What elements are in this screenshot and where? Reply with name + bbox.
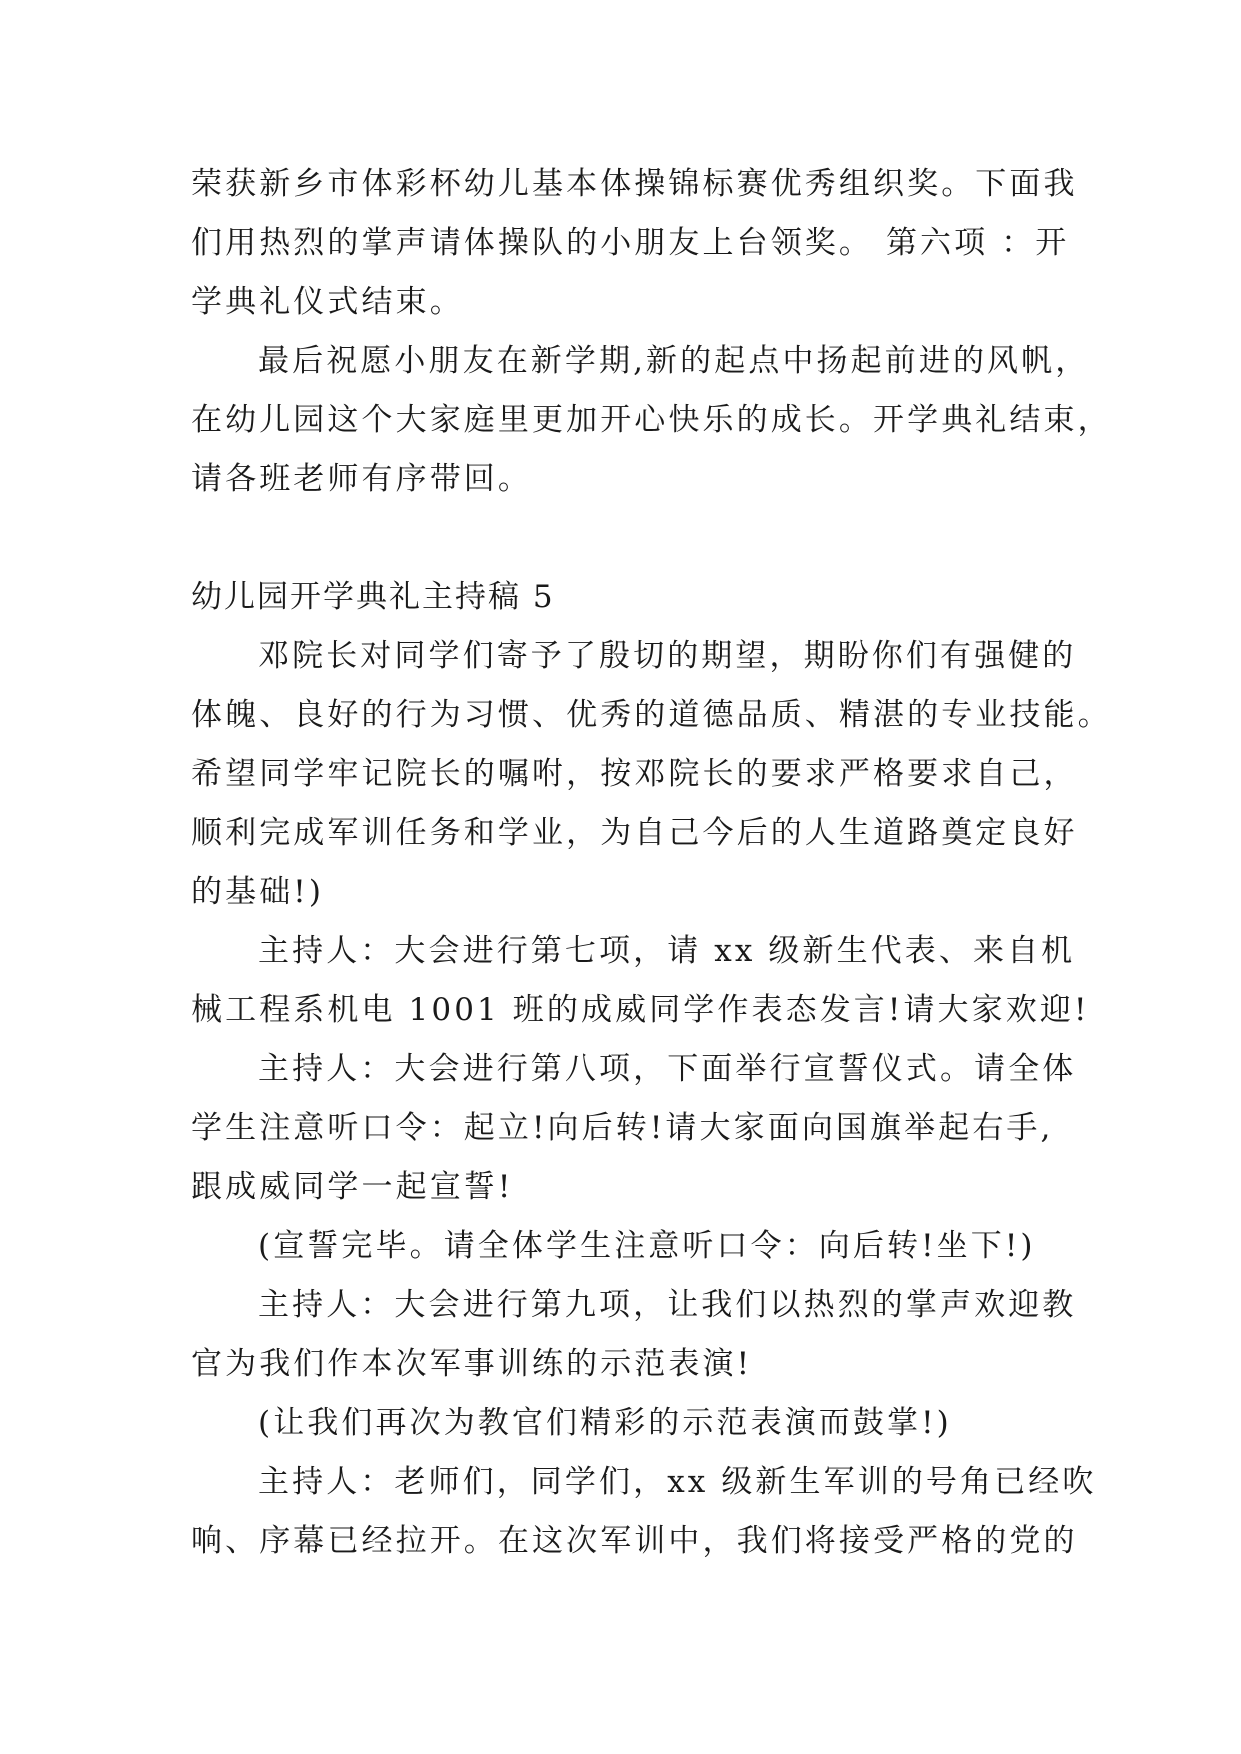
text-line: 的基础!) — [191, 874, 325, 910]
paragraph-first-line: 邓院长对同学们寄予了殷切的期望，期盼你们有强健的 — [258, 638, 1077, 674]
paragraph-first-line: 主持人：大会进行第八项，下面举行宣誓仪式。请全体 — [258, 1051, 1077, 1087]
paragraph-first-line: 最后祝愿小朋友在新学期,新的起点中扬起前进的风帆， — [258, 343, 1090, 379]
text-line: 跟成威同学一起宣誓! — [191, 1169, 514, 1205]
text-line: 官为我们作本次军事训练的示范表演! — [191, 1346, 753, 1382]
text-line: 响、序幕已经拉开。在这次军训中，我们将接受严格的党的 — [191, 1523, 1078, 1559]
paragraph-first-line: (宣誓完毕。请全体学生注意听口令：向后转!坐下!) — [258, 1228, 1036, 1264]
text-line: 希望同学牢记院长的嘱咐，按邓院长的要求严格要求自己， — [191, 756, 1078, 792]
text-line: 在幼儿园这个大家庭里更加开心快乐的成长。开学典礼结束， — [191, 402, 1112, 438]
text-line: 学典礼仪式结束。 — [191, 284, 464, 320]
text-line: 请各班老师有序带回。 — [191, 461, 532, 497]
text-line: 荣获新乡市体彩杯幼儿基本体操锦标赛优秀组织奖。下面我 — [191, 166, 1078, 202]
text-line: 顺利完成军训任务和学业，为自己今后的人生道路奠定良好 — [191, 815, 1078, 851]
paragraph-first-line: (让我们再次为教官们精彩的示范表演而鼓掌!) — [258, 1405, 952, 1441]
text-line: 械工程系机电 1001 班的成威同学作表态发言!请大家欢迎! — [191, 992, 1090, 1028]
paragraph-first-line: 主持人：大会进行第九项，让我们以热烈的掌声欢迎教 — [258, 1287, 1077, 1323]
text-line: 学生注意听口令：起立!向后转!请大家面向国旗举起右手, — [191, 1110, 1054, 1146]
section-heading: 幼儿园开学典礼主持稿 5 — [191, 579, 555, 615]
text-line: 们用热烈的掌声请体操队的小朋友上台领奖。 第六项 ：开 — [191, 225, 1070, 261]
paragraph-first-line: 主持人：老师们，同学们，xx 级新生军训的号角已经吹 — [258, 1464, 1097, 1500]
paragraph-first-line: 主持人：大会进行第七项，请 xx 级新生代表、来自机 — [258, 933, 1076, 969]
text-line: 体魄、良好的行为习惯、优秀的道德品质、精湛的专业技能。 — [191, 697, 1112, 733]
